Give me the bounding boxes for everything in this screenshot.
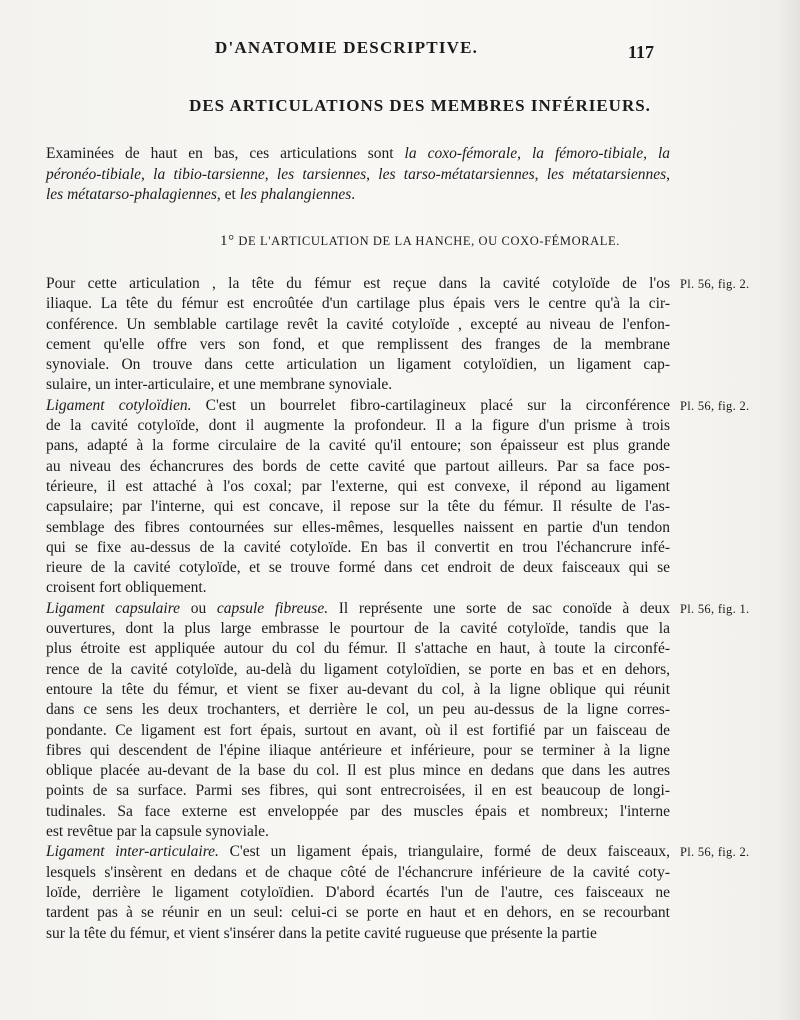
subheading-text: DE L'ARTICULATION DE LA HANCHE, OU COXO-FÉMORALE.: [238, 234, 620, 248]
text-run: sulaire, un inter-articulaire, et une membrane synoviale.: [46, 376, 393, 394]
text-line: [46, 741, 670, 761]
text-run: ou: [180, 599, 217, 617]
text-line: [46, 700, 670, 720]
text-run: cement qu'elle offre vers son fond, et que remplissent des franges de la membrane: [46, 335, 670, 353]
text-line: [46, 457, 670, 477]
text-line: [46, 721, 670, 741]
text-line: [46, 761, 670, 781]
italic-run: la tibio-tarsienne: [153, 165, 265, 183]
plate-reference: Pl. 56, fig. 2.: [680, 398, 750, 413]
text-run: entoure la tête du fémur, et vient se fixer au-devant du col, à la ligne oblique qui réunit: [46, 680, 670, 698]
text-line: [46, 274, 670, 294]
intro-paragraph: [46, 144, 670, 206]
text-line: [46, 802, 670, 822]
text-line: [46, 924, 670, 944]
body-text: [46, 274, 670, 944]
text-line: [46, 538, 670, 558]
plate-reference: Pl. 56, fig. 2.: [680, 277, 750, 291]
italic-run: capsule fibreuse.: [216, 599, 329, 617]
text-line: [46, 883, 670, 903]
text-run: ,: [534, 165, 547, 183]
text-line: [46, 335, 670, 355]
text-run: pans, adapté à la forme circulaire de la cavité qu'il entoure; son épaisseur est plus grande: [46, 437, 670, 455]
text-run: iliaque. La tête du fémur est encroûtée d'un cartilage plus épais vers le centre qu'à la cir-: [46, 295, 670, 313]
text-line: [46, 558, 670, 578]
text-line: [46, 619, 670, 639]
text-line: [46, 294, 670, 314]
text-run: térieure, il est attaché à l'os coxal; par l'externe, qui est convexe, il répond au ligament: [46, 477, 670, 495]
italic-run: Ligament inter-articulaire.: [46, 843, 219, 861]
text-run: plus étroite est appliquée autour du col du fémur. Il s'attache en haut, à toute la circonfé-: [46, 640, 670, 658]
text-line: [46, 903, 670, 923]
text-run: ,: [366, 165, 379, 183]
text-run: tardent pas à se réunir en un seul: celui-ci se porte en haut et en dehors, en se recourbant: [46, 904, 670, 922]
text-line: [46, 497, 670, 517]
text-run: C'est un ligament épais, triangulaire, formé de deux faisceaux,: [218, 843, 670, 861]
text-line: [46, 660, 670, 680]
subheading-number: 1°: [219, 233, 235, 249]
text-line: [46, 863, 670, 883]
italic-run: les tarso-métatarsiennes: [378, 165, 535, 183]
text-line: [46, 375, 670, 395]
text-run: au niveau des échancrures des bords de cette cavité que partout ailleurs. Par sa face pos-: [46, 457, 670, 475]
paragraph: [46, 396, 670, 599]
page-number: 117: [628, 42, 655, 62]
text-run: ,: [517, 145, 532, 162]
text-run: loïde, derrière le ligament cotyloïdien. D'abord écartés l'un de l'autre, ces faisceaux ne: [46, 883, 670, 901]
text-line: [46, 477, 670, 497]
text-run: fibres qui descendent de l'épine iliaque antérieure et inférieure, pour se terminer à la ligne: [46, 741, 670, 759]
intro-text: [46, 144, 670, 206]
paragraph: [46, 599, 670, 843]
text-run: Pour cette articulation , la tête du fémur est reçue dans la cavité cotyloïde de l'os: [46, 275, 670, 292]
text-run: points de sa surface. Parmi ses fibres, qui sont entrecroisées, il en est beaucoup de longi-: [46, 782, 670, 800]
text-run: ,: [666, 165, 671, 183]
text-run: conférence. Un semblable cartilage revêt la cavité cotyloïde , excepté au niveau de l'enfon-: [46, 315, 670, 333]
text-run: ,: [643, 145, 658, 162]
paragraph: [46, 842, 670, 943]
text-line: [46, 781, 670, 801]
italic-run: la coxo-fémorale: [404, 145, 518, 162]
text-run: ,: [264, 165, 277, 183]
text-run: C'est un bourrelet fibro-cartilagineux placé sur la circonférence: [191, 396, 671, 414]
subheading: [0, 233, 800, 250]
text-run: tudinales. Sa face externe est enveloppée par des muscles épais et nombreux; l'interne: [46, 802, 670, 820]
text-run: de la cavité cotyloïde, dont il augmente la profondeur. Il a la figure d'un prisme à trois: [46, 417, 670, 435]
text-run: sur la tête du fémur, et vient s'insérer dans la petite cavité rugueuse que présente la partie: [46, 924, 597, 942]
text-line: [46, 639, 670, 659]
italic-run: les métatarso-phalagiennes: [46, 186, 217, 203]
page-edge-shadow: [776, 0, 800, 1020]
text-run: pondante. Ce ligament est fort épais, surtout en avant, où il est fortifié par un faisceau de: [46, 721, 670, 739]
text-run: qui se fixe au-dessus de la cavité cotyloïde. En bas il convertit en trou l'échancrure infé-: [46, 538, 670, 556]
italic-run: la fémoro-tibiale: [531, 145, 644, 162]
text-line: [46, 842, 670, 862]
text-run: ,: [140, 165, 154, 183]
text-run: rence de la cavité cotyloïde, au-delà du ligament cotyloïdien, se porte en bas et en dehors,: [46, 660, 670, 678]
text-run: synoviale. On trouve dans cette articulation un ligament cotyloïdien, un ligament cap-: [46, 356, 670, 374]
text-run: lesquels s'insèrent en dedans et de chaque côté de l'échancrure inférieure de la cavité coty-: [46, 863, 670, 881]
text-run: Examinées de haut en bas, ces articulations sont: [46, 145, 405, 162]
text-line: [46, 680, 670, 700]
text-line: [46, 578, 670, 598]
text-line: [46, 315, 670, 335]
text-run: Il représente une sorte de sac conoïde à deux: [328, 599, 670, 617]
plate-reference: Pl. 56, fig. 1.: [680, 601, 750, 616]
italic-run: Ligament cotyloïdien.: [46, 396, 192, 414]
italic-run: Ligament capsulaire: [46, 599, 181, 617]
section-title: DES ARTICULATIONS DES MEMBRES INFÉRIEURS.: [189, 96, 651, 115]
text-line: [46, 416, 670, 436]
text-run: .: [351, 186, 356, 203]
text-line: [46, 185, 670, 206]
text-run: est revêtue par la capsule synoviale.: [46, 823, 269, 841]
plate-reference: Pl. 56, fig. 2.: [680, 845, 750, 860]
text-run: capsulaire; par l'interne, qui est concave, il repose sur la tête du fémur. Il résulte de l'as-: [46, 498, 670, 516]
italic-run: les métatarsiennes: [546, 165, 667, 183]
text-line: [46, 144, 670, 165]
text-run: oblique placée au-devant de la base du col. Il est plus mince en dedans que dans les autres: [46, 762, 670, 780]
text-run: semblage des fibres contournées sur elles-mêmes, lesquelles naissent en partie d'un tendon: [46, 518, 670, 536]
text-line: [46, 396, 670, 416]
running-title: D'ANATOMIE DESCRIPTIVE.: [215, 38, 479, 57]
text-line: [46, 822, 670, 842]
text-run: ouvertures, dont la plus large embrasse le pourtour de la cavité cotyloïde, tandis que la: [46, 620, 670, 638]
text-line: [46, 355, 670, 375]
paragraph: [46, 274, 670, 396]
text-line: [46, 518, 670, 538]
italic-run: la: [657, 145, 671, 162]
text-line: [46, 165, 670, 186]
text-run: , et: [216, 186, 240, 203]
page-header: [0, 38, 800, 66]
italic-run: les phalangiennes: [239, 186, 352, 203]
text-run: croisent fort obliquement.: [46, 579, 207, 597]
text-run: dans ce sens les deux trochanters, et derrière le col, un peu au-dessus de la ligne corres-: [46, 701, 670, 719]
italic-run: les tarsiennes: [276, 165, 367, 183]
text-line: [46, 436, 670, 456]
text-line: [46, 599, 670, 619]
italic-run: péronéo-tibiale: [46, 165, 141, 183]
text-run: rieure de la cavité cotyloïde, et se trouve formé dans cet endroit de deux faisceaux qui se: [46, 559, 670, 577]
